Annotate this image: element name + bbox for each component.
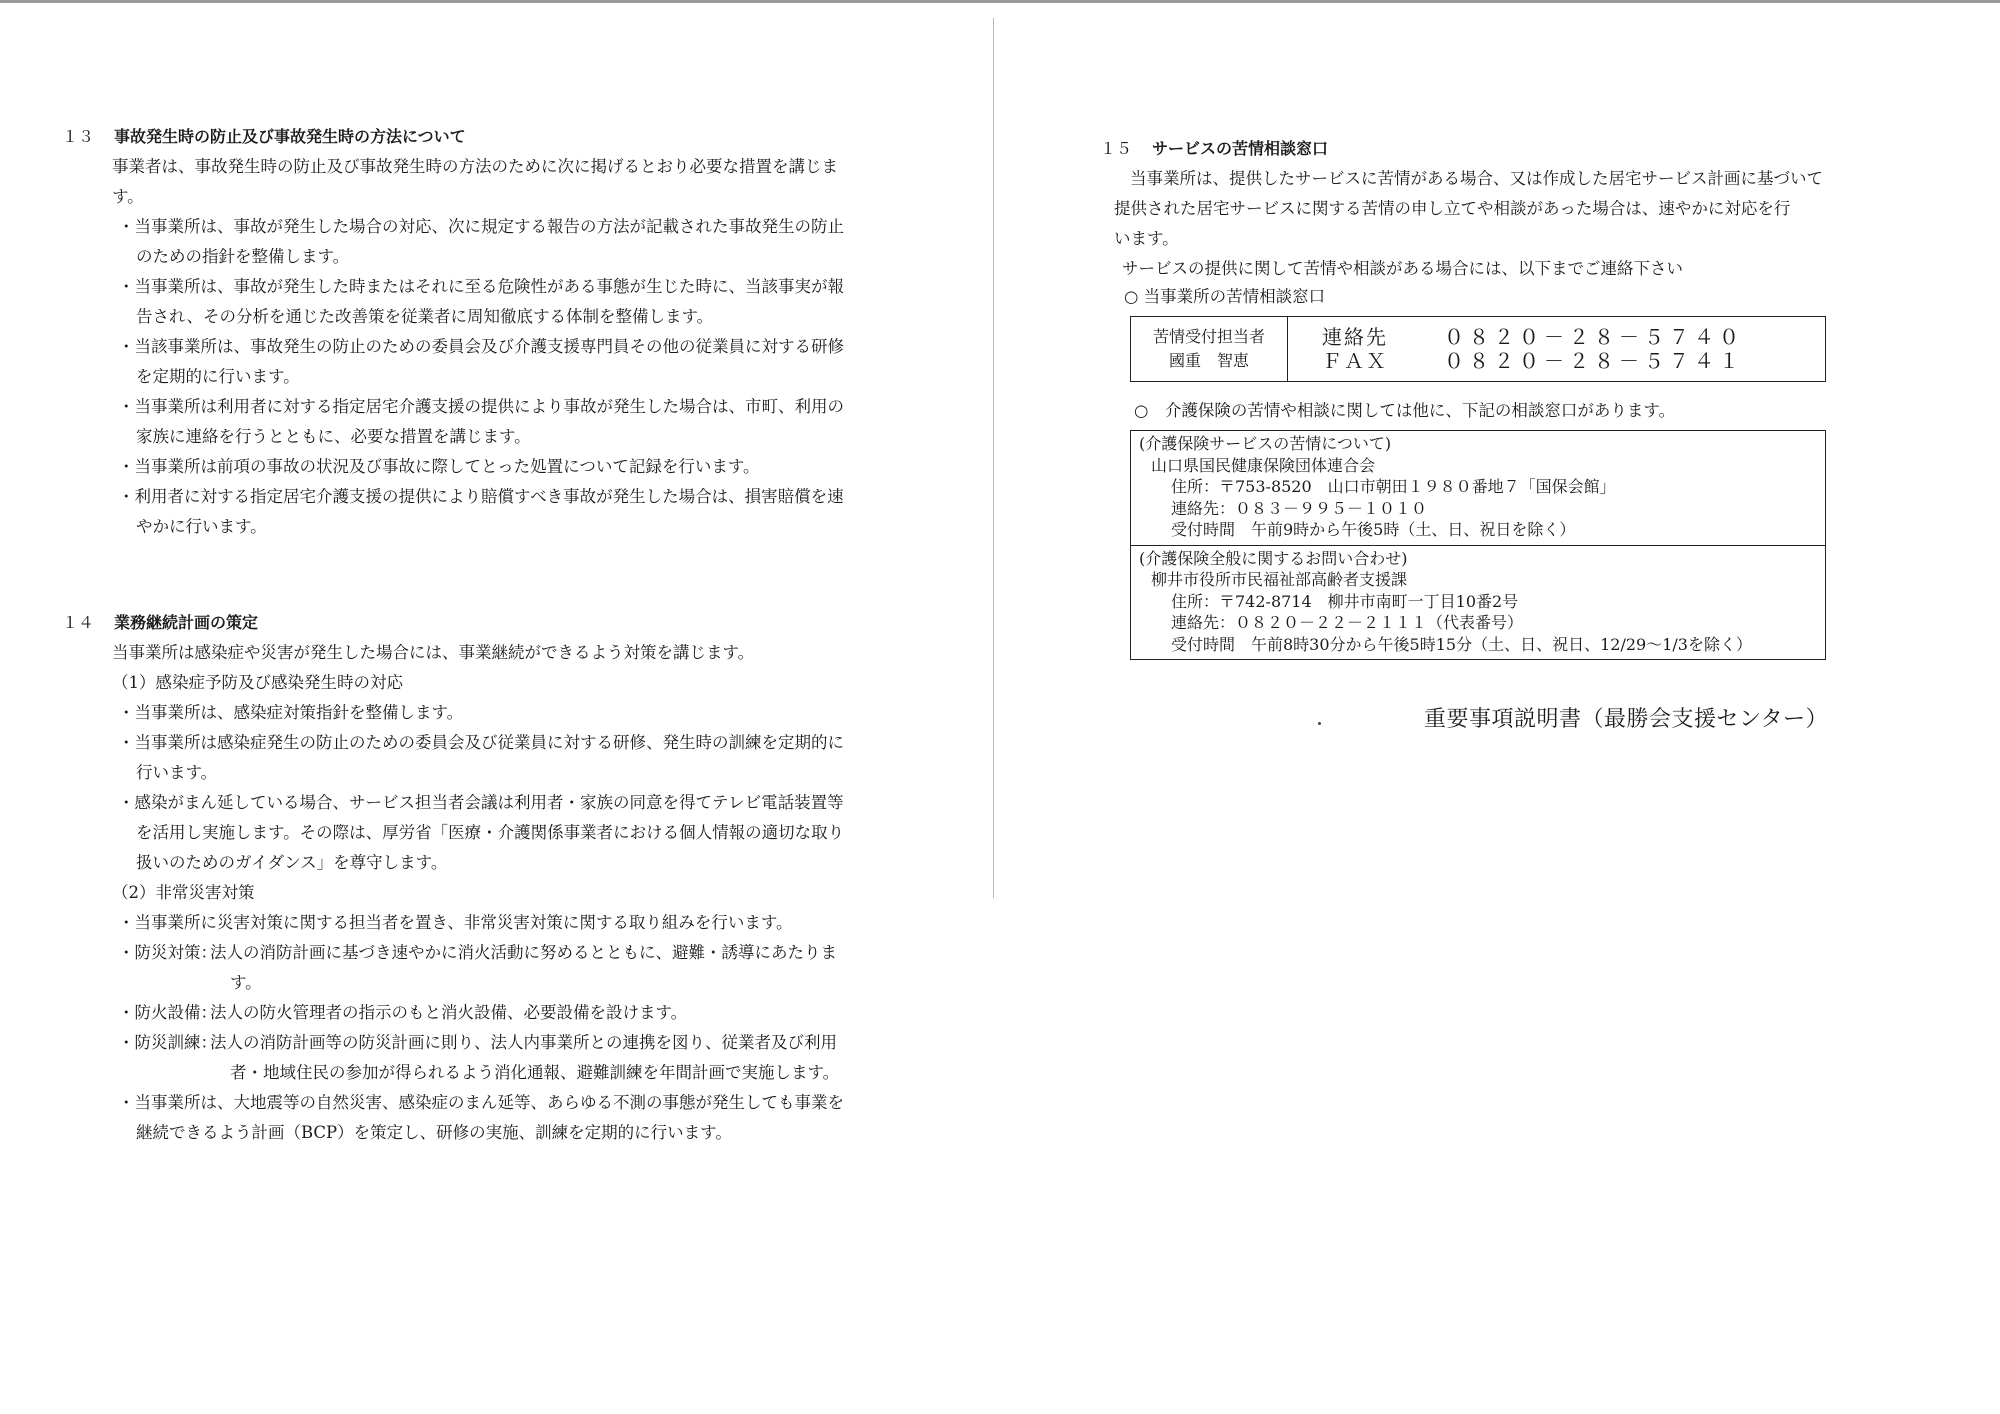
section-14-heading (62, 608, 922, 638)
item-label: ・防災訓練： (118, 1033, 217, 1052)
section-13-intro-line: す。 (112, 187, 144, 206)
office-window-heading: ○ 当事業所の苦情相談窓口 (1124, 287, 1326, 306)
bullet-line: ・当事業所は利用者に対する指定居宅介護支援の提供により事故が発生した場合は、市町、利用の (118, 397, 844, 416)
bullet-line: ・当該事業所は、事故発生の防止のための委員会及び介護支援専門員その他の従業員に対する研修 (118, 337, 844, 356)
section-13-intro-line: 事業者は、事故発生時の防止及び事故発生時の方法のために次に掲げるとおり必要な措置を講じま (112, 157, 838, 176)
bullet-line: 扱いのためのガイダンス」を尊守します。 (136, 853, 448, 872)
contact-person: 國重 智恵 (1168, 351, 1249, 370)
section-15-intro-line: 当事業所は、提供したサービスに苦情がある場合、又は作成した居宅サービス計画に基づいて (1130, 169, 1823, 188)
box-phone: 連絡先：０８３－９９５－１０１０ (1171, 498, 1428, 518)
box-address: 住所：〒753-8520 山口市朝田１９８０番地７「国保会館」 (1171, 477, 1616, 496)
bullet-line: ・当事業所は前項の事故の状況及び事故に際してとった処置について記録を行います。 (118, 457, 760, 476)
item-text: す。 (230, 973, 262, 992)
item-text: 者・地域住民の参加が得られるよう消化通報、避難訓練を年間計画で実施します。 (230, 1063, 840, 1082)
other-windows-heading: ○ 介護保険の苦情や相談に関しては他に、下記の相談窓口があります。 (1134, 401, 1676, 420)
scan-top-edge (0, 0, 2000, 3)
section-15-intro-line: 提供された居宅サービスに関する苦情の申し立てや相談があった場合は、速やかに対応を行 (1114, 199, 1791, 218)
insurance-complaints-section (1131, 431, 1825, 545)
section-title: 事故発生時の防止及び事故発生時の方法について (114, 127, 466, 146)
item-text: 法人の防火管理者の指示のもと消火設備、必要設備を設けます。 (210, 1003, 688, 1022)
section-14-intro: 当事業所は感染症や災害が発生した場合には、事業継続ができるよう対策を講じます。 (112, 643, 755, 662)
bullet-line: ・当事業所に災害対策に関する担当者を置き、非常災害対策に関する取り組みを行います。 (118, 913, 793, 932)
subsection-title: （1）感染症予防及び感染発生時の対応 (112, 673, 403, 692)
box-hours: 受付時間 午前8時30分から午後5時15分（土、日、祝日、12/29～1/3を除く） (1171, 634, 1752, 654)
section-number: １４ (62, 613, 95, 632)
page-fold-line (993, 18, 994, 898)
subsection-title: （2）非常災害対策 (112, 883, 255, 902)
section-number: １５ (1100, 139, 1133, 158)
box-org: 柳井市役所市民福祉部高齢者支援課 (1151, 570, 1408, 589)
section-title: 業務継続計画の策定 (114, 613, 259, 632)
bullet-line: 行います。 (136, 763, 218, 782)
insurance-inquiries-section (1131, 545, 1825, 660)
bullet-line: を定期的に行います。 (136, 367, 300, 386)
section-13-heading (62, 122, 922, 152)
bullet-line: ・利用者に対する指定居宅介護支援の提供により賠償すべき事故が発生した場合は、損害賠償を速 (118, 487, 844, 506)
contact-numbers-cell (1288, 317, 1825, 381)
fax-label: ＦＡＸ (1322, 349, 1388, 373)
bullet-line: 継続できるよう計画（BCP）を策定し、研修の実施、訓練を定期的に行います。 (136, 1123, 732, 1142)
bullet-line: ・当事業所は感染症発生の防止のための委員会及び従業員に対する研修、発生時の訓練を定期的に (118, 733, 844, 752)
office-contact-table (1130, 316, 1826, 382)
item-label: ・防火設備： (118, 1003, 217, 1022)
box-org: 山口県国民健康保険団体連合会 (1151, 455, 1376, 475)
bullet-line: ・当事業所は、事故が発生した時またはそれに至る危険性がある事態が生じた時に、当該事実が報 (118, 277, 844, 296)
bullet-line: のための指針を整備します。 (136, 247, 350, 266)
item-text: 法人の消防計画等の防災計画に則り、法人内事業所との連携を図り、従業者及び利用 (210, 1033, 837, 1052)
bullet-line: 告され、その分析を通じた改善策を従業者に周知徹底する体制を整備します。 (136, 307, 714, 326)
section-number: １３ (62, 127, 95, 146)
phone-row (1322, 325, 1825, 349)
labeled-item (62, 938, 922, 968)
bullet-line: ・感染がまん延している場合、サービス担当者会議は利用者・家族の同意を得てテレビ電話装置等 (118, 793, 844, 812)
left-page (62, 122, 922, 1148)
document-title: 重要事項説明書（最勝会支援センター） (1424, 707, 1829, 732)
other-windows-box (1130, 430, 1826, 660)
bullet-line: 家族に連絡を行うとともに、必要な措置を講じます。 (136, 427, 531, 446)
section-15-intro-line: います。 (1114, 229, 1179, 248)
bullet-line: やかに行います。 (136, 517, 267, 536)
item-label: ・防災対策： (118, 943, 217, 962)
contact-instruction: サービスの提供に関して苦情や相談がある場合には、以下までご連絡下さい (1122, 259, 1683, 278)
box-title: (介護保険全般に関するお問い合わせ) (1139, 548, 1408, 568)
scan-speck (1318, 722, 1321, 725)
item-text: 法人の消防計画に基づき速やかに消火活動に努めるとともに、避難・誘導にあたりま (210, 943, 837, 962)
contact-role: 苦情受付担当者 (1152, 327, 1265, 346)
phone-label: 連絡先 (1322, 325, 1388, 349)
box-address: 住所：〒742-8714 柳井市南町一丁目10番2号 (1171, 591, 1519, 611)
bullet-line: ・当事業所は、事故が発生した場合の対応、次に規定する報告の方法が記載された事故発生の防止 (118, 217, 844, 236)
bullet-line: ・当事業所は、大地震等の自然災害、感染症のまん延等、あらゆる不測の事態が発生しても事業を (118, 1093, 844, 1112)
labeled-item (62, 1028, 922, 1058)
contact-person-cell (1131, 317, 1288, 381)
phone-number: ０８２０－２８－５７４０ (1444, 325, 1744, 349)
bullet-line: ・当事業所は、感染症対策指針を整備します。 (118, 703, 464, 722)
box-title: (介護保険サービスの苦情について) (1139, 434, 1392, 453)
section-title: サービスの苦情相談窓口 (1152, 139, 1329, 158)
labeled-item (62, 998, 922, 1028)
bullet-line: を活用し実施します。その際は、厚労省「医療・介護関係事業者における個人情報の適切な取り (136, 823, 845, 842)
box-phone: 連絡先：０８２０－２２－２１１１（代表番号） (1171, 613, 1524, 632)
fax-row (1322, 349, 1825, 373)
section-15-heading (1100, 134, 1890, 164)
fax-number: ０８２０－２８－５７４１ (1444, 349, 1744, 373)
right-page (1100, 134, 1890, 660)
box-hours: 受付時間 午前9時から午後5時（土、日、祝日を除く） (1171, 520, 1576, 539)
